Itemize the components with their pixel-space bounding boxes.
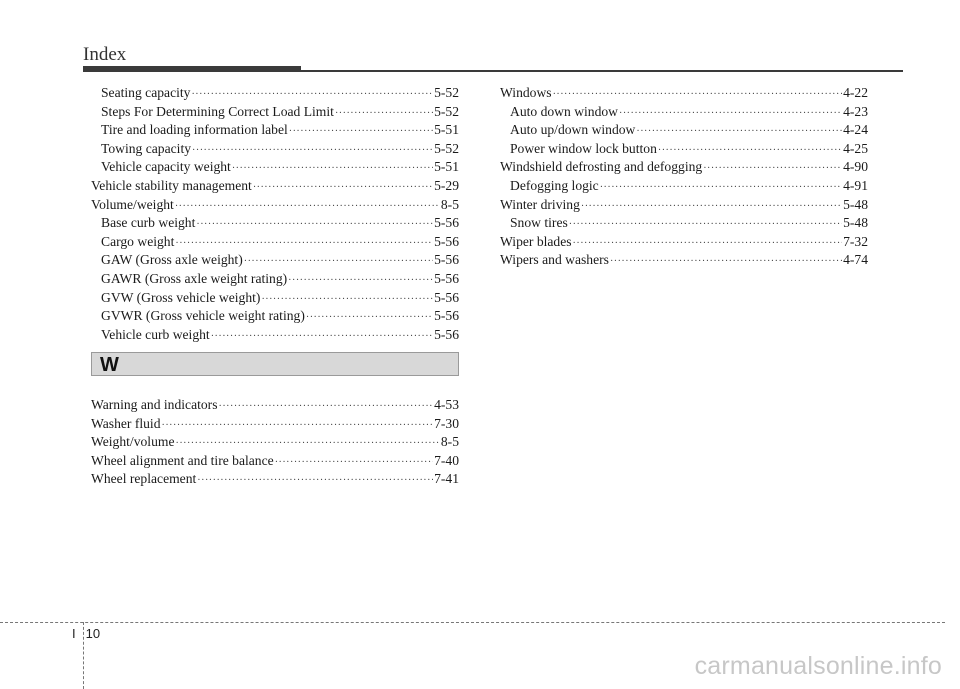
dot-leader <box>306 307 433 328</box>
index-entry[interactable] <box>91 251 459 270</box>
index-entry-text: Vehicle curb weight <box>101 326 210 342</box>
index-entry-text: Towing capacity <box>101 140 192 156</box>
index-entry-page: 5-56 <box>434 326 459 342</box>
index-entry-page: 5-52 <box>434 85 459 100</box>
index-entry-text: Washer fluid <box>91 415 161 431</box>
index-entry-text: Cargo weight <box>101 233 175 249</box>
index-entry-page: 4-25 <box>843 140 868 156</box>
index-entry-page: 5-56 <box>434 289 459 305</box>
dot-leader <box>175 233 433 254</box>
page-title: Index <box>83 44 127 65</box>
index-entry-page: 8-5 <box>440 196 459 212</box>
dot-leader <box>162 415 434 436</box>
index-entry-page: 4-23 <box>843 103 868 119</box>
index-entry-text: Auto up/down window <box>510 122 636 138</box>
dot-leader <box>288 270 433 291</box>
dot-leader <box>636 121 842 142</box>
index-entry-text: Volume/weight <box>91 196 174 212</box>
dot-leader <box>703 158 842 179</box>
footer-rule <box>0 622 945 623</box>
index-entry-text: Vehicle capacity weight <box>101 159 231 175</box>
dot-leader <box>191 84 433 105</box>
index-entry-page: 8-5 <box>440 434 459 450</box>
index-entry-page: 4-91 <box>843 177 868 193</box>
index-entry[interactable] <box>91 233 459 252</box>
index-entry-text: Power window lock button <box>510 140 657 156</box>
dot-leader <box>619 103 842 124</box>
index-entry-text: Wipers and washers <box>500 252 609 268</box>
index-entry-text: Wheel alignment and tire balance <box>91 452 274 468</box>
dot-leader <box>581 196 842 217</box>
index-entry-text: Wheel replacement <box>91 471 197 487</box>
index-entry[interactable] <box>91 326 459 345</box>
header-rule-accent <box>83 66 301 72</box>
index-entry[interactable] <box>91 196 459 215</box>
dot-leader <box>211 326 433 347</box>
index-entry[interactable] <box>91 396 459 415</box>
index-entry[interactable] <box>500 177 868 196</box>
index-entry[interactable] <box>500 196 868 215</box>
index-entry[interactable] <box>91 289 459 308</box>
index-entry-page: 7-32 <box>843 233 868 249</box>
index-entry[interactable] <box>500 84 868 103</box>
dot-leader <box>192 140 433 161</box>
index-entry-page: 7-40 <box>434 452 459 468</box>
index-entry-page: 5-52 <box>434 140 459 156</box>
dot-leader <box>335 103 433 124</box>
section-header-w <box>91 352 459 376</box>
index-entry-text: Wiper blades <box>500 233 572 249</box>
dot-leader <box>175 196 440 217</box>
index-entry-page: 4-74 <box>843 252 868 268</box>
index-entry-page: 7-41 <box>434 471 459 487</box>
index-entry[interactable] <box>91 214 459 233</box>
index-entry-text: GVWR (Gross vehicle weight rating) <box>101 308 305 324</box>
dot-leader <box>197 470 433 491</box>
dot-leader <box>569 214 842 235</box>
footer-page-number: 10 <box>85 626 101 641</box>
index-entry-text: Auto down window <box>510 103 618 119</box>
dot-leader <box>253 177 433 198</box>
index-entry[interactable] <box>500 214 868 233</box>
index-entry-text: Weight/volume <box>91 434 175 450</box>
index-entry-text: Vehicle stability management <box>91 177 252 193</box>
index-entry-text: Warning and indicators <box>91 397 218 412</box>
index-entry[interactable] <box>500 140 868 159</box>
index-entry-text: Winter driving <box>500 196 580 212</box>
footer-section: I <box>72 626 76 641</box>
index-entry[interactable] <box>500 121 868 140</box>
index-entry-page: 5-56 <box>434 233 459 249</box>
index-entry[interactable] <box>91 307 459 326</box>
index-entry-text: Tire and loading information label <box>101 122 288 138</box>
index-entry-text: Steps For Determining Correct Load Limit <box>101 103 334 119</box>
index-entry-page: 5-56 <box>434 308 459 324</box>
index-entry-page: 4-22 <box>843 85 868 100</box>
index-entry-page: 5-52 <box>434 103 459 119</box>
index-entry-page: 5-51 <box>434 159 459 175</box>
index-entry-text: GVW (Gross vehicle weight) <box>101 289 261 305</box>
dot-leader <box>261 289 433 310</box>
dot-leader <box>244 251 433 272</box>
dot-leader <box>196 214 433 235</box>
dot-leader <box>658 140 842 161</box>
dot-leader <box>610 251 842 272</box>
page-number <box>72 626 100 641</box>
index-entry-page: 5-29 <box>434 177 459 193</box>
index-entry-page: 7-30 <box>434 415 459 431</box>
index-entry-page: 5-48 <box>843 215 868 231</box>
index-entry-text: Seating capacity <box>101 85 191 100</box>
index-entry-page: 5-56 <box>434 215 459 231</box>
index-entry-page: 5-56 <box>434 252 459 268</box>
dot-leader <box>275 452 433 473</box>
index-column-left-w <box>91 396 459 489</box>
dot-leader <box>175 433 439 454</box>
index-entry-page: 5-48 <box>843 196 868 212</box>
index-entry-page: 5-56 <box>434 270 459 286</box>
dot-leader <box>289 121 433 142</box>
dot-leader <box>553 84 843 105</box>
watermark: carmanualsonline.info <box>694 652 942 680</box>
index-entry-page: 5-51 <box>434 122 459 138</box>
index-entry[interactable] <box>91 121 459 140</box>
index-entry-text: GAW (Gross axle weight) <box>101 252 243 268</box>
index-entry[interactable] <box>500 233 868 252</box>
dot-leader <box>232 158 433 179</box>
index-entry-text: GAWR (Gross axle weight rating) <box>101 270 288 286</box>
section-letter: W <box>100 354 119 376</box>
dot-leader <box>573 233 843 254</box>
index-entry[interactable] <box>91 177 459 196</box>
index-entry[interactable] <box>500 251 868 270</box>
index-entry-text: Snow tires <box>510 215 568 231</box>
index-entry[interactable] <box>91 415 459 434</box>
index-entry-text: Base curb weight <box>101 215 196 231</box>
index-entry[interactable] <box>91 140 459 159</box>
index-entry-page: 4-90 <box>843 159 868 175</box>
index-column-left <box>91 84 459 344</box>
index-entry[interactable] <box>91 470 459 489</box>
index-entry-page: 4-24 <box>843 122 868 138</box>
index-entry-text: Defogging logic <box>510 177 599 193</box>
dot-leader <box>600 177 842 198</box>
index-entry[interactable] <box>91 270 459 289</box>
index-column-right <box>500 84 868 270</box>
index-entry[interactable] <box>500 158 868 177</box>
index-entry[interactable] <box>500 103 868 122</box>
index-entry[interactable] <box>91 84 459 103</box>
index-entry[interactable] <box>91 433 459 452</box>
index-entry-page: 4-53 <box>434 397 459 412</box>
index-entry-text: Windows <box>500 85 552 100</box>
index-entry[interactable] <box>91 103 459 122</box>
index-entry[interactable] <box>91 452 459 471</box>
index-entry[interactable] <box>91 158 459 177</box>
index-entry-text: Windshield defrosting and defogging <box>500 159 703 175</box>
dot-leader <box>219 396 434 417</box>
